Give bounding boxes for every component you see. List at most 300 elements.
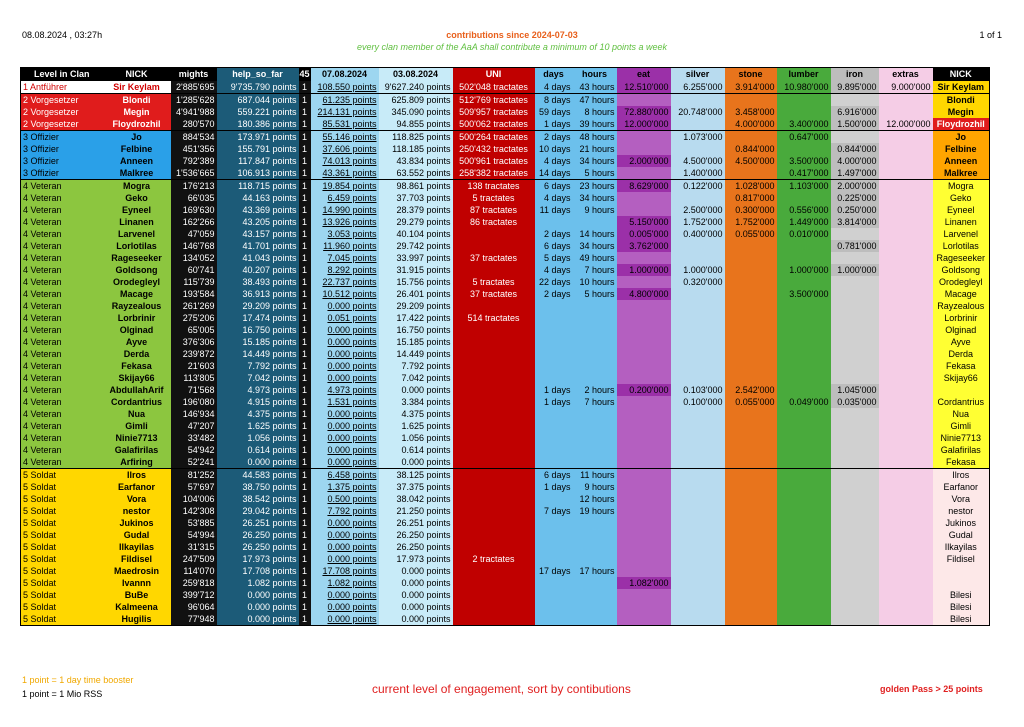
cell-eat: 72.880'000 <box>617 106 671 118</box>
cell-extras: 12.000'000 <box>879 118 933 131</box>
cell-d1: 0.000 points <box>311 420 379 432</box>
cell-silver: 1.752'000 <box>671 216 725 228</box>
cell-d1: 7.792 points <box>311 505 379 517</box>
cell-days: 59 days <box>535 106 573 118</box>
cell-hours <box>573 300 617 312</box>
cell-extras <box>879 517 933 529</box>
cell-help: 44.583 points <box>217 469 299 482</box>
cell-hours: 5 hours <box>573 288 617 300</box>
cell-d2: 38.125 points <box>379 469 453 482</box>
cell-nick2: Jo <box>933 131 990 144</box>
cell-extras <box>879 228 933 240</box>
cell-stone <box>725 276 777 288</box>
cell-extras <box>879 348 933 360</box>
cell-hours <box>573 420 617 432</box>
cell-help: 16.750 points <box>217 324 299 336</box>
cell-d1: 0.000 points <box>311 553 379 565</box>
cell-uni <box>453 408 535 420</box>
cell-level: 3 Offizier <box>21 167 103 180</box>
cell-help: 4.915 points <box>217 396 299 408</box>
cell-n: 1 <box>299 312 311 324</box>
cell-nick: Galafirilas <box>103 444 171 456</box>
cell-mights: 114'070 <box>171 565 217 577</box>
table-row <box>21 81 990 94</box>
cell-help: 687.044 points <box>217 94 299 107</box>
cell-mights: 247'509 <box>171 553 217 565</box>
cell-silver: 0.100'000 <box>671 396 725 408</box>
cell-n: 1 <box>299 481 311 493</box>
cell-n: 1 <box>299 541 311 553</box>
cell-lumber <box>777 517 831 529</box>
cell-lumber: 3.500'000 <box>777 288 831 300</box>
cell-nick: Skijay66 <box>103 372 171 384</box>
cell-lumber: 1.103'000 <box>777 180 831 193</box>
cell-uni <box>453 324 535 336</box>
cell-silver <box>671 360 725 372</box>
table-row <box>21 493 990 505</box>
cell-d2: 0.000 points <box>379 589 453 601</box>
cell-nick2: Gudal <box>933 529 990 541</box>
col-iron-header: iron <box>831 68 879 82</box>
cell-mights: 54'942 <box>171 444 217 456</box>
cell-d2: 17.422 points <box>379 312 453 324</box>
cell-eat: 8.629'000 <box>617 180 671 193</box>
cell-level: 4 Veteran <box>21 456 103 469</box>
cell-eat <box>617 131 671 144</box>
cell-n: 1 <box>299 517 311 529</box>
cell-mights: 31'315 <box>171 541 217 553</box>
cell-extras <box>879 252 933 264</box>
cell-d1: 7.045 points <box>311 252 379 264</box>
cell-n: 1 <box>299 155 311 167</box>
cell-n: 1 <box>299 336 311 348</box>
cell-d2: 63.552 points <box>379 167 453 180</box>
cell-d1: 1.082 points <box>311 577 379 589</box>
cell-stone <box>725 167 777 180</box>
cell-stone: 0.844'000 <box>725 143 777 155</box>
cell-level: 5 Soldat <box>21 469 103 482</box>
cell-nick2: Ilkayilas <box>933 541 990 553</box>
cell-d1: 17.708 points <box>311 565 379 577</box>
cell-help: 4.375 points <box>217 408 299 420</box>
cell-n: 1 <box>299 228 311 240</box>
cell-uni <box>453 432 535 444</box>
cell-uni <box>453 613 535 626</box>
cell-nick: Linanen <box>103 216 171 228</box>
cell-silver <box>671 300 725 312</box>
cell-mights: 376'306 <box>171 336 217 348</box>
cell-help: 7.042 points <box>217 372 299 384</box>
cell-nick: Ayve <box>103 336 171 348</box>
cell-level: 2 Vorgesetzer <box>21 106 103 118</box>
cell-d1: 43.361 points <box>311 167 379 180</box>
cell-d1: 108.550 points <box>311 81 379 94</box>
cell-level: 5 Soldat <box>21 553 103 565</box>
cell-help: 1.625 points <box>217 420 299 432</box>
cell-extras <box>879 155 933 167</box>
cell-days: 14 days <box>535 167 573 180</box>
cell-hours: 8 hours <box>573 106 617 118</box>
cell-days: 6 days <box>535 469 573 482</box>
cell-uni <box>453 444 535 456</box>
cell-lumber <box>777 336 831 348</box>
cell-hours: 34 hours <box>573 192 617 204</box>
cell-nick: Gimli <box>103 420 171 432</box>
cell-d2: 26.251 points <box>379 517 453 529</box>
cell-n: 1 <box>299 288 311 300</box>
cell-uni: 258'382 tractates <box>453 167 535 180</box>
cell-iron <box>831 300 879 312</box>
cell-help: 15.185 points <box>217 336 299 348</box>
cell-level: 4 Veteran <box>21 240 103 252</box>
cell-nick2: Eyneel <box>933 204 990 216</box>
cell-iron <box>831 601 879 613</box>
cell-n: 1 <box>299 601 311 613</box>
cell-stone <box>725 300 777 312</box>
cell-silver <box>671 553 725 565</box>
cell-nick2: Ilros <box>933 469 990 482</box>
cell-days <box>535 312 573 324</box>
cell-days <box>535 336 573 348</box>
cell-nick2: Bilesi <box>933 589 990 601</box>
cell-days <box>535 493 573 505</box>
table-row <box>21 384 990 396</box>
cell-n: 1 <box>299 505 311 517</box>
cell-silver <box>671 565 725 577</box>
cell-days <box>535 432 573 444</box>
cell-nick2: Lorbrinir <box>933 312 990 324</box>
cell-mights: 65'005 <box>171 324 217 336</box>
cell-eat <box>617 469 671 482</box>
cell-d2: 21.250 points <box>379 505 453 517</box>
cell-eat <box>617 601 671 613</box>
cell-lumber: 10.980'000 <box>777 81 831 94</box>
cell-uni: 500'264 tractates <box>453 131 535 144</box>
cell-days: 2 days <box>535 228 573 240</box>
cell-help: 41.701 points <box>217 240 299 252</box>
cell-nick2: Derda <box>933 348 990 360</box>
cell-d1: 85.531 points <box>311 118 379 131</box>
cell-days: 1 days <box>535 396 573 408</box>
cell-level: 4 Veteran <box>21 288 103 300</box>
cell-help: 1.082 points <box>217 577 299 589</box>
table-row <box>21 106 990 118</box>
cell-level: 2 Vorgesetzer <box>21 94 103 107</box>
cell-stone: 1.028'000 <box>725 180 777 193</box>
cell-n: 1 <box>299 384 311 396</box>
cell-level: 5 Soldat <box>21 517 103 529</box>
cell-nick: Malkree <box>103 167 171 180</box>
cell-eat <box>617 300 671 312</box>
cell-iron <box>831 348 879 360</box>
cell-d1: 0.000 points <box>311 348 379 360</box>
cell-mights: 169'630 <box>171 204 217 216</box>
cell-nick2: Gimli <box>933 420 990 432</box>
col-nick2-header: NICK <box>933 68 990 82</box>
cell-silver <box>671 143 725 155</box>
cell-days: 8 days <box>535 94 573 107</box>
cell-eat <box>617 493 671 505</box>
engagement-caption: current level of engagement, sort by contibutions <box>372 682 631 696</box>
cell-n: 1 <box>299 577 311 589</box>
cell-d2: 1.056 points <box>379 432 453 444</box>
cell-uni <box>453 264 535 276</box>
report-title: contributions since 2024-07-03 <box>446 30 578 40</box>
cell-help: 1.056 points <box>217 432 299 444</box>
cell-uni: 5 tractates <box>453 192 535 204</box>
cell-stone <box>725 456 777 469</box>
cell-extras <box>879 324 933 336</box>
cell-eat <box>617 505 671 517</box>
cell-stone: 0.300'000 <box>725 204 777 216</box>
cell-eat <box>617 360 671 372</box>
cell-d1: 10.512 points <box>311 288 379 300</box>
cell-eat: 1.000'000 <box>617 264 671 276</box>
cell-stone <box>725 481 777 493</box>
cell-nick2: Macage <box>933 288 990 300</box>
cell-days <box>535 408 573 420</box>
cell-uni <box>453 336 535 348</box>
cell-silver: 1.000'000 <box>671 264 725 276</box>
table-row <box>21 613 990 626</box>
cell-eat <box>617 420 671 432</box>
cell-nick2: Linanen <box>933 216 990 228</box>
cell-d2: 94.855 points <box>379 118 453 131</box>
cell-mights: 176'213 <box>171 180 217 193</box>
cell-d1: 6.459 points <box>311 192 379 204</box>
cell-hours <box>573 517 617 529</box>
cell-eat: 12.510'000 <box>617 81 671 94</box>
table-row <box>21 300 990 312</box>
cell-nick2 <box>933 384 990 396</box>
cell-nick2: Cordantrius <box>933 396 990 408</box>
cell-stone <box>725 131 777 144</box>
cell-hours: 47 hours <box>573 94 617 107</box>
cell-d2: 0.614 points <box>379 444 453 456</box>
cell-eat <box>617 529 671 541</box>
cell-stone <box>725 517 777 529</box>
cell-stone: 2.542'000 <box>725 384 777 396</box>
cell-days: 17 days <box>535 565 573 577</box>
cell-hours <box>573 529 617 541</box>
cell-nick2: Bilesi <box>933 613 990 626</box>
cell-d1: 0.000 points <box>311 444 379 456</box>
cell-stone <box>725 432 777 444</box>
cell-nick2: Vora <box>933 493 990 505</box>
table-row <box>21 336 990 348</box>
cell-lumber: 1.000'000 <box>777 264 831 276</box>
cell-stone <box>725 493 777 505</box>
cell-mights: 47'059 <box>171 228 217 240</box>
cell-stone <box>725 541 777 553</box>
cell-mights: 142'308 <box>171 505 217 517</box>
cell-help: 117.847 points <box>217 155 299 167</box>
cell-mights: 104'006 <box>171 493 217 505</box>
cell-d1: 0.000 points <box>311 408 379 420</box>
cell-iron <box>831 372 879 384</box>
cell-d2: 98.861 points <box>379 180 453 193</box>
cell-days: 1 days <box>535 384 573 396</box>
cell-mights: 57'697 <box>171 481 217 493</box>
cell-level: 4 Veteran <box>21 420 103 432</box>
cell-help: 38.493 points <box>217 276 299 288</box>
cell-silver <box>671 517 725 529</box>
col-uni-header: UNI <box>453 68 535 82</box>
cell-extras <box>879 420 933 432</box>
cell-silver: 20.748'000 <box>671 106 725 118</box>
cell-extras <box>879 577 933 589</box>
cell-lumber <box>777 143 831 155</box>
cell-mights: 280'570 <box>171 118 217 131</box>
cell-nick: Fildisel <box>103 553 171 565</box>
cell-eat <box>617 396 671 408</box>
cell-level: 4 Veteran <box>21 264 103 276</box>
cell-help: 0.000 points <box>217 456 299 469</box>
cell-eat <box>617 541 671 553</box>
cell-n: 1 <box>299 143 311 155</box>
cell-nick: Blondi <box>103 94 171 107</box>
cell-extras <box>879 300 933 312</box>
cell-d2: 118.825 points <box>379 131 453 144</box>
cell-level: 5 Soldat <box>21 529 103 541</box>
cell-nick: Gudal <box>103 529 171 541</box>
cell-mights: 275'206 <box>171 312 217 324</box>
cell-d2: 37.703 points <box>379 192 453 204</box>
cell-stone: 0.055'000 <box>725 396 777 408</box>
cell-help: 4.973 points <box>217 384 299 396</box>
cell-silver: 6.255'000 <box>671 81 725 94</box>
cell-nick: Jo <box>103 131 171 144</box>
cell-iron <box>831 94 879 107</box>
cell-mights: 399'712 <box>171 589 217 601</box>
cell-eat <box>617 481 671 493</box>
cell-nick: Earfanor <box>103 481 171 493</box>
cell-days <box>535 529 573 541</box>
cell-extras <box>879 167 933 180</box>
cell-nick2: Mogra <box>933 180 990 193</box>
cell-lumber <box>777 613 831 626</box>
cell-help: 14.449 points <box>217 348 299 360</box>
cell-silver <box>671 613 725 626</box>
cell-silver <box>671 469 725 482</box>
cell-d2: 625.809 points <box>379 94 453 107</box>
cell-level: 4 Veteran <box>21 324 103 336</box>
cell-d1: 8.292 points <box>311 264 379 276</box>
cell-hours <box>573 589 617 601</box>
cell-n: 1 <box>299 493 311 505</box>
cell-mights: 162'266 <box>171 216 217 228</box>
cell-days <box>535 444 573 456</box>
cell-uni <box>453 565 535 577</box>
cell-uni: 37 tractates <box>453 252 535 264</box>
cell-mights: 81'252 <box>171 469 217 482</box>
cell-iron <box>831 312 879 324</box>
cell-hours: 39 hours <box>573 118 617 131</box>
cell-uni <box>453 589 535 601</box>
cell-uni <box>453 577 535 589</box>
cell-nick2: Bilesi <box>933 601 990 613</box>
cell-uni <box>453 300 535 312</box>
cell-n: 1 <box>299 613 311 626</box>
cell-extras <box>879 565 933 577</box>
col-count-header: 45 <box>299 69 310 79</box>
cell-extras <box>879 131 933 144</box>
cell-extras <box>879 360 933 372</box>
cell-extras <box>879 240 933 252</box>
cell-eat <box>617 517 671 529</box>
cell-d2: 43.834 points <box>379 155 453 167</box>
cell-eat <box>617 252 671 264</box>
cell-iron <box>831 276 879 288</box>
cell-uni <box>453 384 535 396</box>
cell-hours <box>573 312 617 324</box>
cell-silver <box>671 240 725 252</box>
cell-lumber <box>777 300 831 312</box>
cell-extras <box>879 493 933 505</box>
cell-uni <box>453 240 535 252</box>
cell-silver: 0.122'000 <box>671 180 725 193</box>
cell-uni: 87 tractates <box>453 204 535 216</box>
cell-days: 4 days <box>535 155 573 167</box>
cell-uni <box>453 228 535 240</box>
cell-hours: 21 hours <box>573 143 617 155</box>
cell-eat: 0.200'000 <box>617 384 671 396</box>
cell-help: 26.251 points <box>217 517 299 529</box>
cell-n: 1 <box>299 276 311 288</box>
cell-iron <box>831 432 879 444</box>
cell-lumber: 0.556'000 <box>777 204 831 216</box>
cell-d1: 0.000 points <box>311 372 379 384</box>
report-subtitle: every clan member of the AaA shall contribute a minimum of 10 points a week <box>357 42 667 52</box>
cell-iron <box>831 252 879 264</box>
cell-d1: 1.375 points <box>311 481 379 493</box>
cell-days <box>535 324 573 336</box>
table-row <box>21 204 990 216</box>
cell-nick: Lorlotilas <box>103 240 171 252</box>
cell-hours: 23 hours <box>573 180 617 193</box>
table-row <box>21 589 990 601</box>
cell-hours <box>573 348 617 360</box>
cell-d2: 15.756 points <box>379 276 453 288</box>
cell-silver <box>671 444 725 456</box>
table-row <box>21 553 990 565</box>
cell-days: 11 days <box>535 204 573 216</box>
cell-hours: 11 hours <box>573 469 617 482</box>
cell-n: 1 <box>299 106 311 118</box>
cell-n: 1 <box>299 180 311 193</box>
cell-lumber <box>777 372 831 384</box>
cell-uni <box>453 493 535 505</box>
cell-d2: 40.104 points <box>379 228 453 240</box>
cell-help: 118.715 points <box>217 180 299 193</box>
cell-nick: Olginad <box>103 324 171 336</box>
cell-d1: 55.146 points <box>311 131 379 144</box>
cell-d2: 16.750 points <box>379 324 453 336</box>
cell-n: 1 <box>299 118 311 131</box>
cell-d2: 31.915 points <box>379 264 453 276</box>
cell-nick2 <box>933 577 990 589</box>
cell-stone <box>725 613 777 626</box>
cell-d2: 0.000 points <box>379 613 453 626</box>
cell-days <box>535 348 573 360</box>
cell-silver: 1.073'000 <box>671 131 725 144</box>
cell-mights: 113'805 <box>171 372 217 384</box>
cell-lumber <box>777 601 831 613</box>
cell-days <box>535 541 573 553</box>
cell-level: 5 Soldat <box>21 541 103 553</box>
contributions-table <box>20 67 990 626</box>
cell-iron <box>831 456 879 469</box>
